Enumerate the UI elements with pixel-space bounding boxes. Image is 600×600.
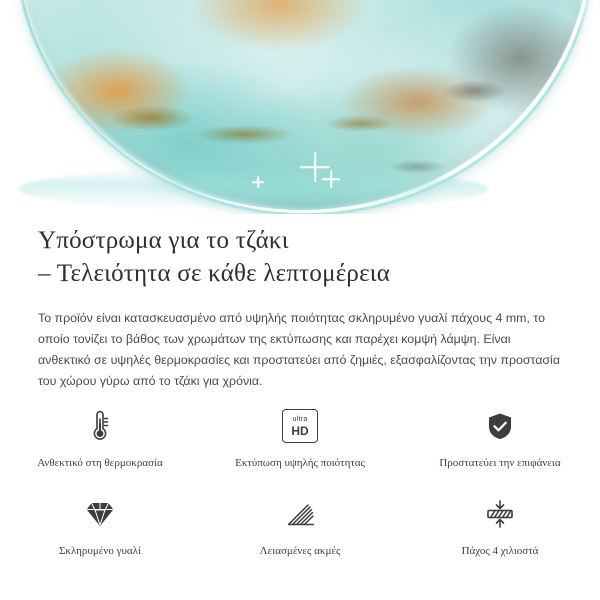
feature-item-temperature-resistant — [0, 404, 200, 470]
headline-line-1: Υπόστρωμα για το τζάκι — [38, 227, 289, 254]
marble-glass-disc — [14, 0, 590, 210]
ultra-hd-icon — [282, 404, 318, 448]
headline-line-2: – Τελειότητα σε κάθε λεπτομέρεια — [38, 260, 391, 287]
shield-check-icon — [480, 404, 520, 448]
thickness-arrows-icon — [480, 492, 520, 536]
feature-label: Πάχος 4 χιλιοστά — [461, 545, 539, 557]
feature-label: Σκληρυμένο γυαλί — [59, 545, 141, 557]
thermometer-icon — [80, 404, 120, 448]
feature-label: Προστατεύει την επιφάνεια — [439, 457, 561, 469]
ultra-hd-badge-bottom: HD — [291, 423, 309, 438]
feature-item-ultra-hd-print — [200, 404, 400, 470]
feature-item-surface-protection — [400, 404, 600, 470]
ultra-hd-badge-top: ultra — [292, 415, 308, 423]
feature-label: Λειασμένες ακμές — [259, 545, 341, 557]
feature-item-tempered-glass — [0, 492, 200, 558]
polished-edges-icon — [280, 492, 320, 536]
page-title — [38, 224, 562, 290]
feature-label: Εκτύπωση υψηλής ποιότητας — [235, 457, 365, 469]
feature-grid — [0, 404, 600, 558]
product-description-text: Το προϊόν είναι κατασκευασμένο από υψηλής ποιότητας σκληρυμένο γυαλί πάχους 4 mm, το οποίο τονίζει το βάθος των χρωμάτων της εκτύπωσης και παρέχει κομψή λάμψη. Είναι ανθεκτικό σε υψηλές θερμοκρασίες και προστατεύει από ζημιές, εξασφαλίζοντας την προστασία του χώρου γύρω από το τζάκι για χρόνια. — [38, 311, 560, 388]
feature-item-polished-edges — [200, 492, 400, 558]
feature-item-thickness — [400, 492, 600, 558]
feature-label: Ανθεκτικό στη θερμοκρασία — [37, 457, 163, 469]
content-block — [0, 224, 600, 392]
diamond-icon — [80, 492, 120, 536]
hero-image — [0, 0, 600, 214]
